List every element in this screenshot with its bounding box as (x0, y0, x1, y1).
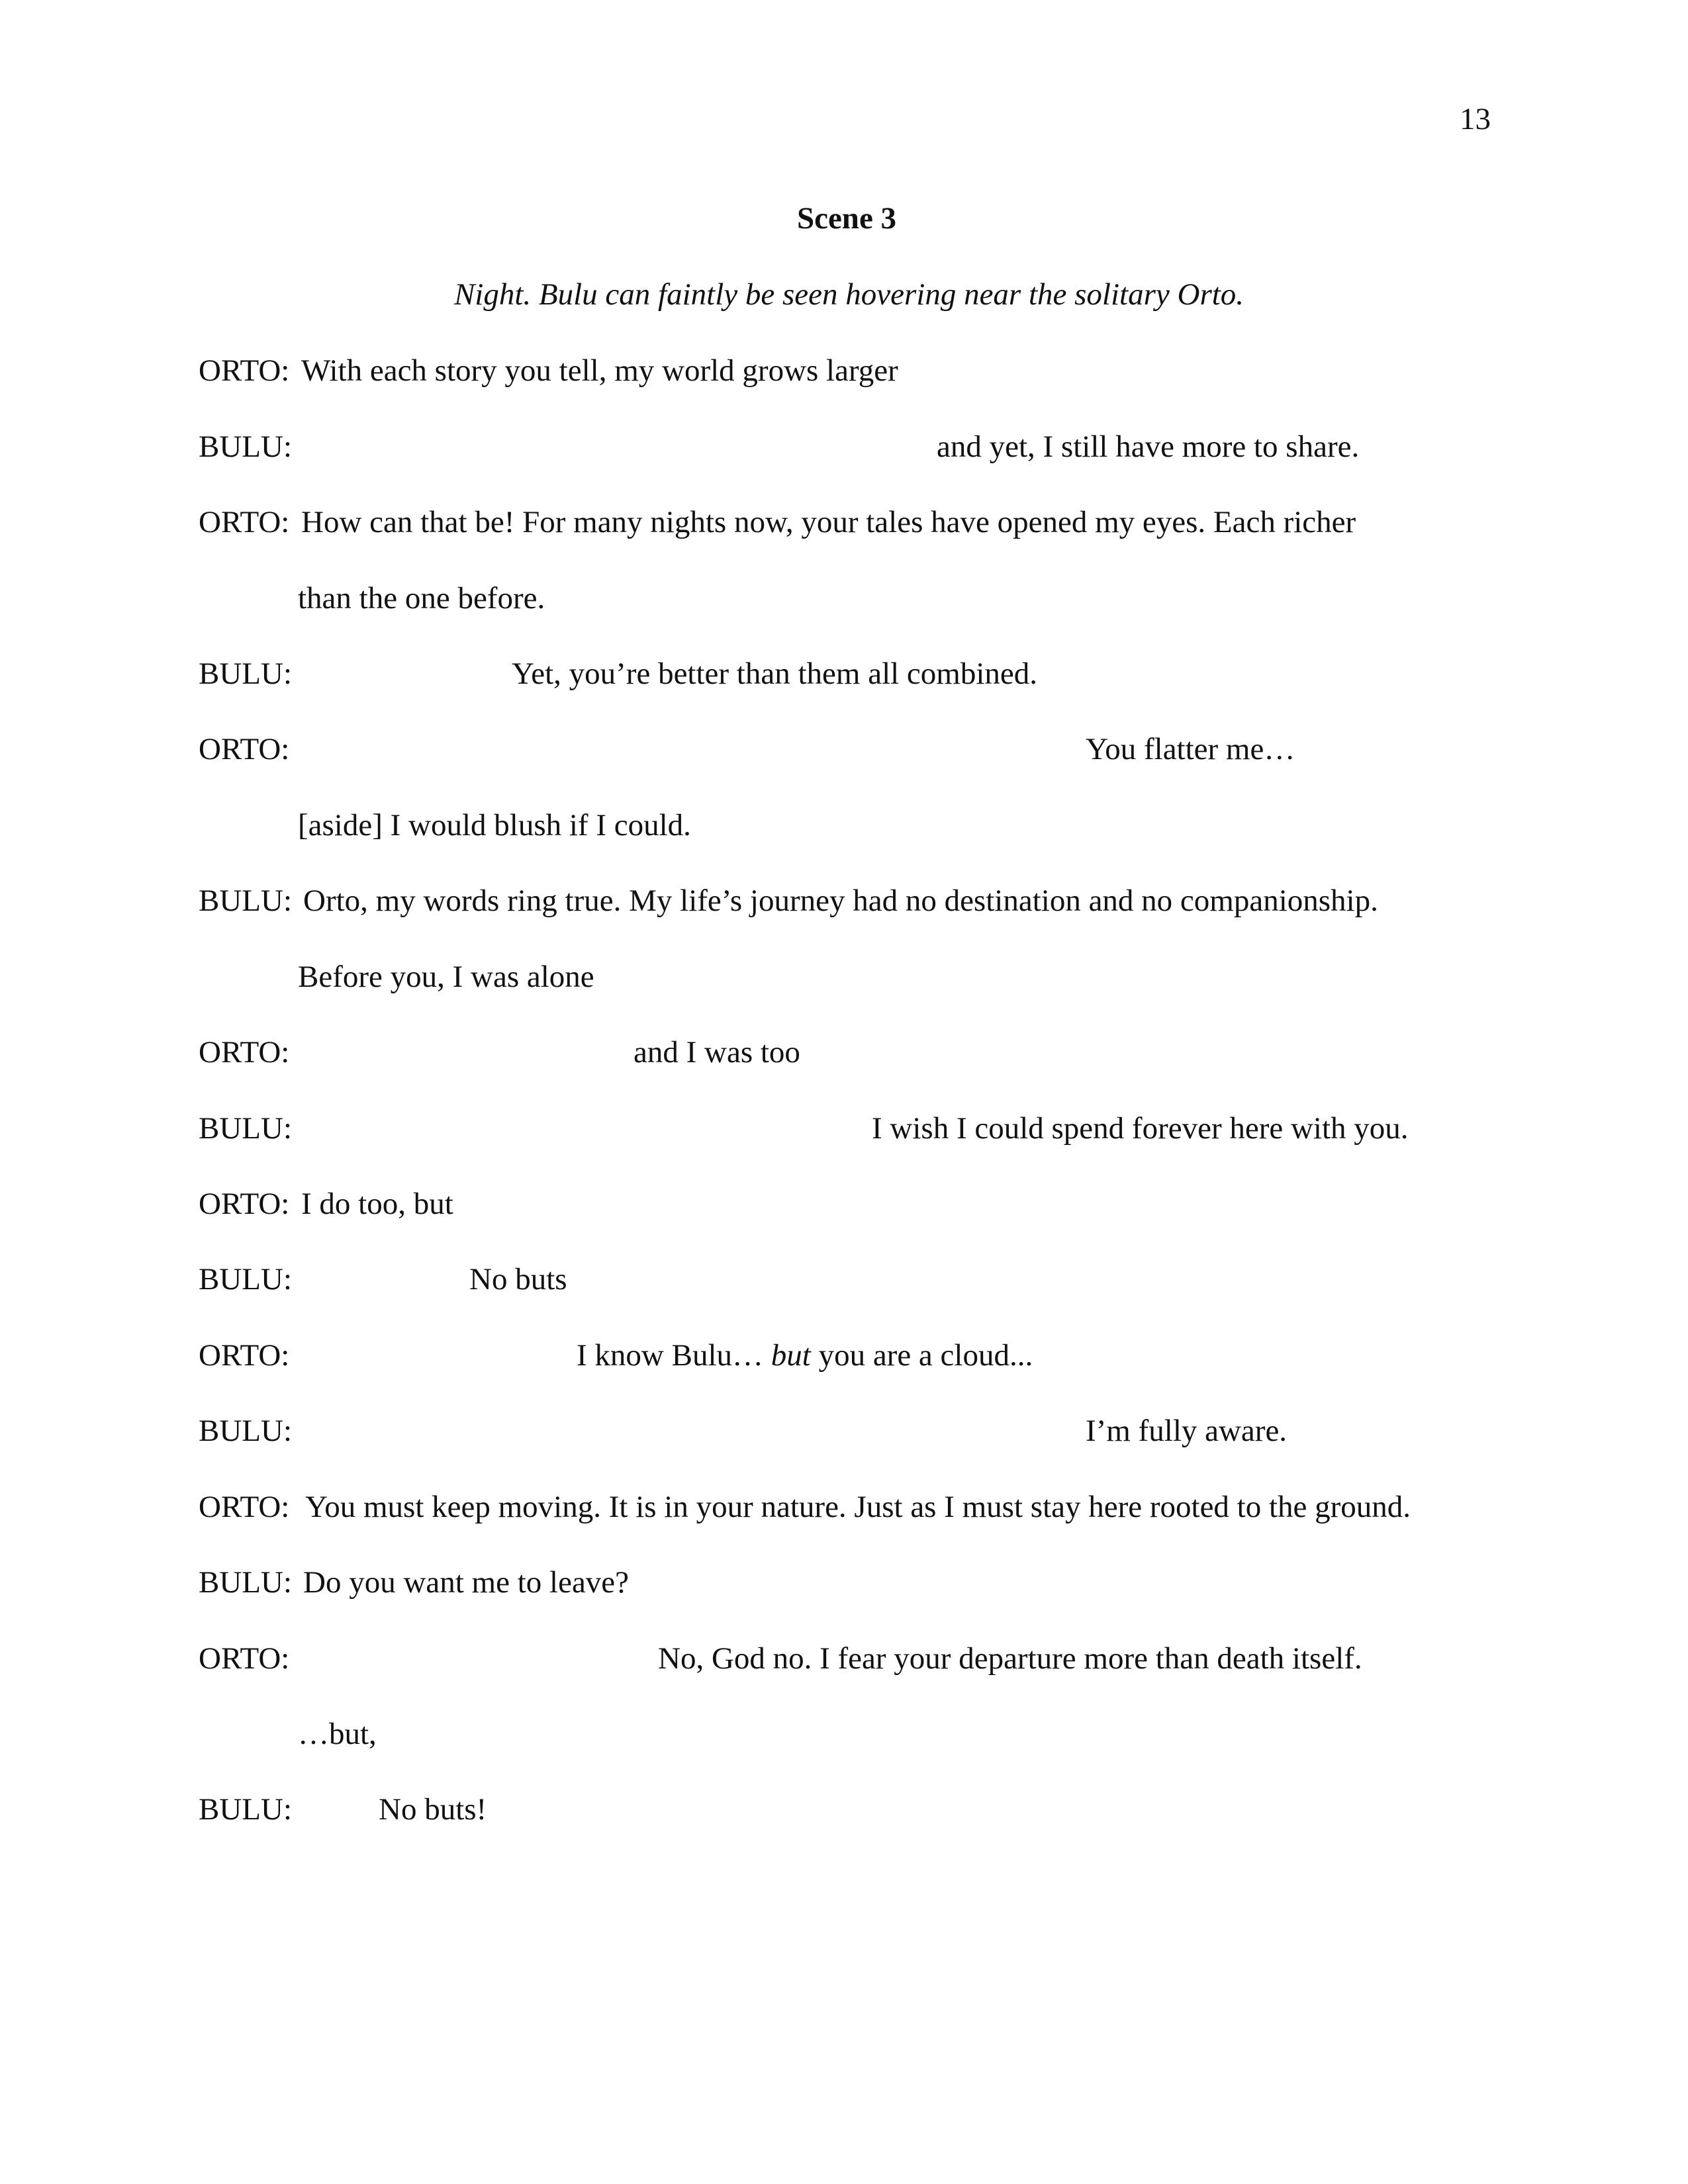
scene-title: Scene 3 (796, 201, 897, 236)
dialogue-text: Yet, you’re better than them all combined. (512, 657, 1038, 691)
dialogue-speaker: BULU: (199, 657, 292, 691)
dialogue-speaker: ORTO: (199, 1338, 290, 1373)
dialogue-continuation: than the one before. (298, 581, 545, 615)
page-number: 13 (1460, 102, 1491, 136)
stage-direction: Night. Bulu can faintly be seen hovering near the solitary Orto. (453, 277, 1244, 312)
dialogue-text: and I was too (633, 1035, 800, 1069)
dialogue-text-part: I know Bulu… (577, 1338, 771, 1373)
dialogue-speaker: BULU: (199, 430, 292, 464)
dialogue-text: How can that be! For many nights now, your tales have opened my eyes. Each richer (301, 505, 1356, 539)
dialogue-speaker: ORTO: (199, 732, 290, 766)
dialogue-speaker: ORTO: (199, 353, 290, 388)
dialogue-text: No buts (469, 1262, 567, 1297)
dialogue-text: Do you want me to leave? (303, 1565, 630, 1600)
dialogue-text: Orto, my words ring true. My life’s journey had no destination and no companionship. (303, 884, 1378, 918)
dialogue-text (577, 1337, 1033, 1374)
dialogue-emphasis: but (771, 1338, 811, 1373)
dialogue-text: I wish I could spend forever here with you. (872, 1111, 1409, 1146)
dialogue-speaker: BULU: (199, 1414, 292, 1448)
dialogue-text: and yet, I still have more to share. (937, 430, 1360, 464)
dialogue-speaker: BULU: (199, 1111, 292, 1146)
dialogue-text: I do too, but (301, 1187, 453, 1221)
dialogue-speaker: BULU: (199, 1565, 292, 1600)
dialogue-text: You must keep moving. It is in your nature. Just as I must stay here rooted to the ground. (305, 1490, 1411, 1524)
dialogue-text: I’m fully aware. (1086, 1414, 1288, 1448)
dialogue-speaker: ORTO: (199, 1035, 290, 1069)
dialogue-speaker: BULU: (199, 884, 292, 918)
dialogue-text: You flatter me… (1086, 732, 1295, 766)
dialogue-speaker: ORTO: (199, 1490, 290, 1524)
dialogue-speaker: ORTO: (199, 505, 290, 539)
dialogue-text: No buts! (379, 1792, 487, 1827)
dialogue-continuation: [aside] I would blush if I could. (298, 808, 691, 842)
dialogue-speaker: ORTO: (199, 1187, 290, 1221)
dialogue-text: No, God no. I fear your departure more than death itself. (658, 1641, 1362, 1676)
dialogue-speaker: ORTO: (199, 1641, 290, 1676)
dialogue-text: With each story you tell, my world grows larger (301, 353, 898, 388)
dialogue-text-part: you are a cloud... (810, 1338, 1033, 1373)
dialogue-speaker: BULU: (199, 1262, 292, 1297)
dialogue-speaker: BULU: (199, 1792, 292, 1827)
dialogue-continuation: Before you, I was alone (298, 960, 594, 994)
dialogue-continuation: …but, (298, 1717, 377, 1751)
